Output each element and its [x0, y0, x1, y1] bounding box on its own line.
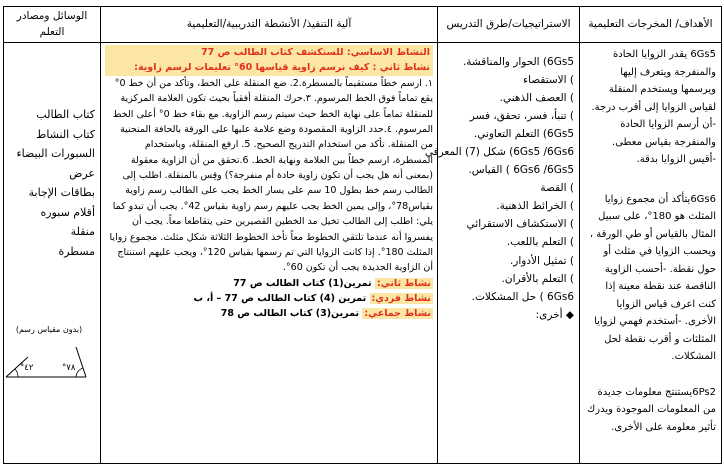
strategy-item: ) التعلم بالأقران.: [501, 272, 574, 285]
left-angle-arc: [15, 369, 18, 377]
individual-activity: [105, 291, 433, 306]
resource-item: أقلام سبوره: [40, 205, 95, 219]
angle-diagram: [4, 337, 88, 385]
activities-header: آلية التنفيذ/ الأنشطة التدريبية/التعليمية: [101, 7, 438, 43]
strategy-item: ) تنبأ، فسر، تحقق، فسر: [469, 110, 574, 123]
second-activity: [105, 276, 433, 291]
activities-cell: [101, 43, 438, 464]
second-activity-label: نشاط ثاني:: [376, 277, 431, 289]
strategies-header: الاستراتيجيات/طرق التدريس: [438, 7, 580, 43]
strategy-item: 6Gs6 ) حل المشكلات.: [471, 290, 574, 303]
lesson-plan-table: [3, 6, 722, 464]
strategy-item: ) التعلم باللعب.: [506, 236, 574, 249]
strategy-other-label: أخرى:: [535, 308, 563, 321]
individual-activity-text: تمرين (4) كتاب الطالب ص 77 – أ، ب: [193, 293, 370, 304]
resources-header: الوسائل ومصادر التعلم: [4, 7, 101, 43]
resource-item: مسطرة: [58, 245, 95, 259]
figure-caption: (بدون مقياس رسم): [15, 325, 83, 334]
resources-cell: [4, 43, 101, 464]
strategy-item: ) العصف الذهني.: [499, 92, 574, 105]
resource-item: عرض: [69, 166, 95, 180]
objective-item: 6Gs5 يقدر الزوايا الحادة والمنفرجة ويتعرف إليها ويرسمها ويستخدم المنقلة لقياس الزوايا إلى أقرب درجة. -أن أرسم الزوايا الحادة والمنفرجة بقياس معطى. -أقيس الزوايا بدقة.: [591, 49, 716, 165]
resource-item: منقلة: [70, 225, 95, 239]
resource-item: بطاقات الإجابة: [28, 186, 95, 200]
strategy-item: 6Gs5) التعلم التعاوني.: [473, 128, 574, 141]
objectives-cell: [580, 43, 722, 464]
individual-activity-label: نشاط فردي:: [371, 293, 431, 304]
group-activity-text: تمرين(3) كتاب الطالب ص 78: [220, 308, 363, 320]
angle-figure: [4, 325, 88, 387]
right-angle-arc: [76, 368, 83, 377]
objectives-header: الأهداف/ المخرجات التعليمية: [580, 7, 722, 43]
angle-label-left: ٤٢°: [20, 363, 34, 373]
strategy-item: 6Gs5 /6Gs6) شكل (7) المعرفي: [424, 146, 574, 159]
second-activity-text: تمرين(1) كتاب الطالب ص 77: [233, 277, 375, 289]
resource-item: السبورات البيضاء: [16, 147, 95, 161]
strategy-item: ) الاستقصاء: [523, 74, 574, 87]
strategies-cell: [424, 43, 580, 464]
content-row: [4, 43, 722, 464]
strategy-item: ◆ أخرى:: [535, 308, 574, 321]
strategy-item: ) الخرائط الذهنية.: [496, 200, 574, 213]
objective-item: 6Ps2يستنتج معلومات جديدة من المعلومات الموجودة ويدرك تأثير معلومة على الأخرى.: [587, 386, 716, 433]
header-row: [4, 7, 722, 43]
angle-label-right: ٧٨°: [62, 363, 76, 373]
objective-item: 6Gs6يتأكد أن مجموع زوايا المثلث هو 180°، على سبيل المثال بالقياس أو طي الورقة ، ويحسب الزوايا في مثلث أو حول نقطة. -أحسب الزاوية الناقصة عند نقطة معينة إذا كنت اعرف قياس الزوايا الأخرى. -أستخدم فهمي لزوايا المثلثات و أقرب نقطة لحل المشكلات.: [589, 193, 716, 362]
activity-steps: ١. ارسم خطاً مستقيماً بالمسطرة.2. ضع المنقلة على الخط، وتأكد من أن خط 0° يقع تماماً فوق الخط المرسوم. ٣.حرك المنقلة أفقياً بحيث تكون العلامة المركزية للمنقلة تماماً على نهاية الخط حيث سيتم رسم الزاوية. مع بقاء خط 0° أعلى الخط المرسوم. ٤.حدد الزاوية المقصودة وضع علامة عليها على الورقة بالحافة المنحنية من المنقلة. تأكد من استخدام التدريج الصحيح. 5. ارفع المنقلة، وباستخدام المسطرة، ارسم خطاً بين العلامة ونهاية الخط. 6.تحقق من أن الزاوية معقولة (بمعنى أنه هل يجب أن تكون زاوية حادة أم منفرجة؟) وقِس بالمنقلة. اطلب إلى الطالب رسم خط بطول 10 سم على يسار الخط يجب على الطالب رسم زاوية بقياس78°، وإلى يمين الخط يجب عليهم رسم زاوية بقياس 42°. يجب أن تبدو كما يلي: اطلب إلى الطالب تخيل مد الخطين القصيرين حتى يتقاطعا معاً. يجب أن يفسروا أنه عندما تلتقي الخطوط معاً تأخذ الخطوط الثلاثة شكل مثلث. مجموع زوايا المثلث 180°. إذا كانت الزوايا التي تم رسمها بقياس 120°، ويجب عليهم استنتاج أن الزاوية الجديدة يجب أن تكون 60°.: [109, 77, 433, 274]
resource-item: كتاب النشاط: [36, 127, 95, 141]
group-activity: [105, 306, 433, 321]
resource-item: كتاب الطالب: [36, 108, 95, 121]
strategy-item: ) القصة: [540, 182, 574, 195]
strategy-item: ) تمثيل الأدوار.: [509, 254, 574, 267]
strategy-item: 6Gs5) الحوار والمناقشة.: [462, 56, 574, 68]
strategy-item: 6Gs6 /6Gs5 ) القياس.: [468, 164, 574, 177]
group-activity-label: نشاط جماعي:: [364, 308, 431, 320]
second-activity-title: نشاط ثاني : كيف نرسم زاوية قياسها 60° تعليمات لرسم زاوية:: [105, 60, 433, 75]
basic-activity: النشاط الاساسي: للستكشف كتاب الطالب ص 77: [105, 45, 433, 60]
strategy-item: ) الاستكشاف الاستقرائي: [466, 218, 574, 231]
